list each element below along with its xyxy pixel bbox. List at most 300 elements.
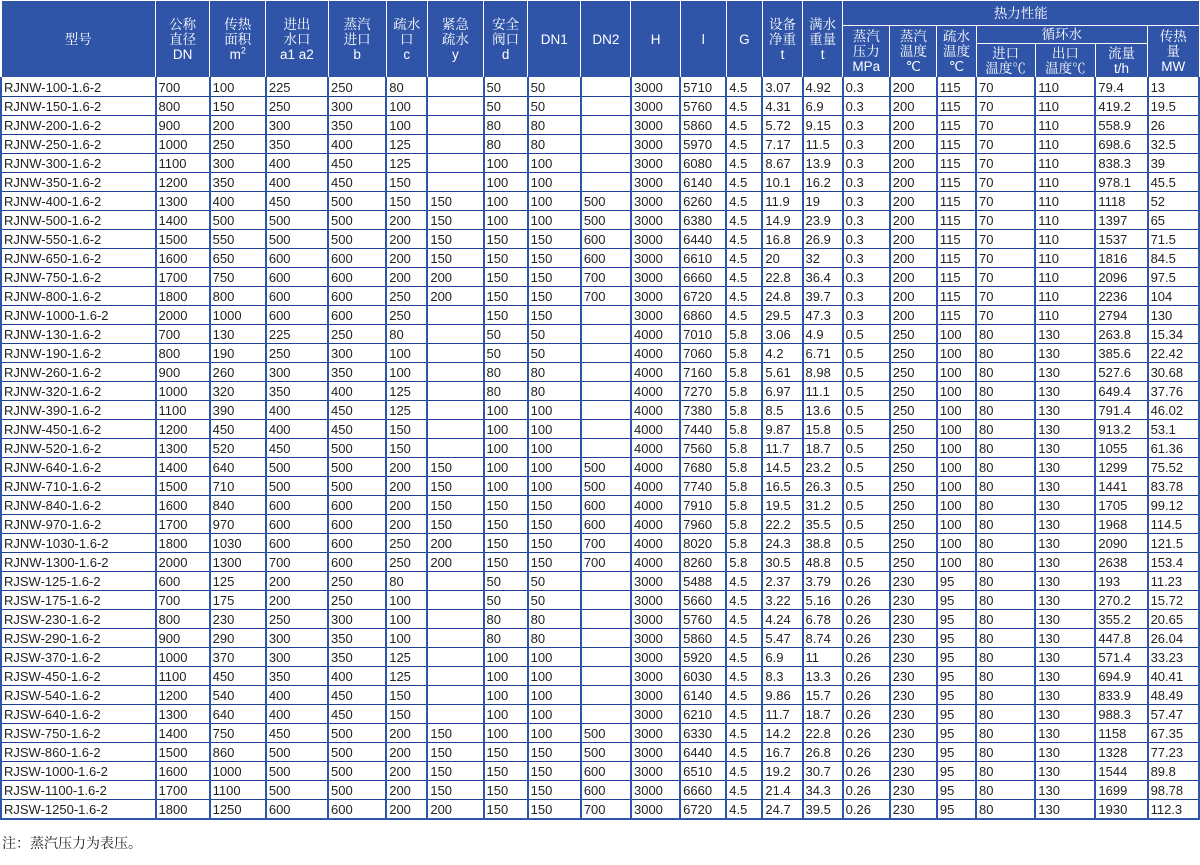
header-dn: 公称 直径 DN — [156, 1, 210, 78]
table-cell: 1055 — [1095, 439, 1147, 458]
table-cell: 200 — [386, 800, 427, 820]
table-cell: 19.2 — [762, 762, 802, 781]
table-cell: 4.5 — [726, 610, 762, 629]
table-cell — [581, 439, 631, 458]
table-cell: 2096 — [1095, 268, 1147, 287]
table-cell: 200 — [266, 591, 328, 610]
table-cell: 80 — [976, 515, 1035, 534]
table-cell: 5.8 — [726, 496, 762, 515]
table-cell — [581, 420, 631, 439]
table-cell: 250 — [328, 325, 386, 344]
table-cell: RJSW-540-1.6-2 — [1, 686, 156, 705]
table-cell: 110 — [1035, 116, 1095, 135]
table-cell: 6440 — [680, 230, 726, 249]
table-cell: 4000 — [631, 439, 680, 458]
table-cell: 150 — [386, 192, 427, 211]
table-cell: 1800 — [156, 534, 210, 553]
table-cell: 4.5 — [726, 762, 762, 781]
table-cell: 1500 — [156, 743, 210, 762]
table-cell: 32 — [803, 249, 843, 268]
table-cell: 150 — [427, 211, 483, 230]
table-cell: 5.8 — [726, 477, 762, 496]
table-cell: 250 — [386, 553, 427, 572]
table-cell: 250 — [328, 78, 386, 97]
header-flow: 流量 t/h — [1095, 44, 1147, 78]
table-cell: 130 — [1035, 610, 1095, 629]
table-cell: 1441 — [1095, 477, 1147, 496]
table-cell: 600 — [581, 230, 631, 249]
table-cell: 5.61 — [762, 363, 802, 382]
table-cell: 1700 — [156, 268, 210, 287]
table-cell: 4.5 — [726, 97, 762, 116]
header-steam-in: 蒸汽 进口 b — [328, 1, 386, 78]
table-cell: 100 — [528, 724, 581, 743]
table-cell: 1699 — [1095, 781, 1147, 800]
table-cell: 22.42 — [1148, 344, 1199, 363]
table-cell: 230 — [890, 572, 937, 591]
table-cell: 5.72 — [762, 116, 802, 135]
table-cell: 0.3 — [843, 306, 890, 325]
table-cell: 250 — [890, 401, 937, 420]
table-cell: 80 — [484, 116, 528, 135]
table-cell: 300 — [266, 363, 328, 382]
table-cell: 18.7 — [803, 439, 843, 458]
table-cell: RJNW-750-1.6-2 — [1, 268, 156, 287]
table-cell: 1400 — [156, 211, 210, 230]
table-cell: 130 — [1035, 667, 1095, 686]
table-cell: 1500 — [156, 477, 210, 496]
table-cell: 400 — [266, 154, 328, 173]
table-cell: 5.8 — [726, 363, 762, 382]
table-cell: 600 — [581, 496, 631, 515]
table-cell: 700 — [156, 591, 210, 610]
table-cell: 4.5 — [726, 192, 762, 211]
table-cell: 4.5 — [726, 211, 762, 230]
table-cell: 100 — [484, 458, 528, 477]
table-cell: 700 — [581, 553, 631, 572]
table-cell: 2638 — [1095, 553, 1147, 572]
table-cell: 26.8 — [803, 743, 843, 762]
table-cell: 700 — [266, 553, 328, 572]
table-row — [1, 249, 1199, 268]
header-steam-temp: 蒸汽 温度 ℃ — [890, 26, 937, 78]
table-cell: 3000 — [631, 724, 680, 743]
table-cell: 7060 — [680, 344, 726, 363]
table-cell: 150 — [484, 762, 528, 781]
table-cell: 270.2 — [1095, 591, 1147, 610]
table-cell: 0.5 — [843, 477, 890, 496]
table-cell: 1700 — [156, 515, 210, 534]
table-cell: 190 — [210, 344, 266, 363]
table-cell: 80 — [976, 686, 1035, 705]
table-cell: 4000 — [631, 420, 680, 439]
table-cell: 913.2 — [1095, 420, 1147, 439]
table-cell: 100 — [937, 420, 976, 439]
table-cell: 230 — [890, 648, 937, 667]
table-cell: 0.3 — [843, 97, 890, 116]
table-cell: 16.7 — [762, 743, 802, 762]
table-cell: 0.5 — [843, 458, 890, 477]
table-cell: 70 — [976, 154, 1035, 173]
table-cell: 300 — [328, 344, 386, 363]
table-cell: 600 — [266, 800, 328, 820]
table-cell: 400 — [328, 667, 386, 686]
table-cell: 80 — [484, 610, 528, 629]
table-cell: 1968 — [1095, 515, 1147, 534]
table-cell: 100 — [484, 154, 528, 173]
table-cell: 4000 — [631, 458, 680, 477]
table-cell: 3000 — [631, 97, 680, 116]
header-net-weight: 设备 净重 t — [762, 1, 802, 78]
table-header — [1, 1, 1199, 78]
table-cell: 400 — [328, 135, 386, 154]
table-cell: 13.6 — [803, 401, 843, 420]
table-cell: 200 — [890, 116, 937, 135]
table-row — [1, 743, 1199, 762]
table-cell: 200 — [890, 192, 937, 211]
table-cell: 6860 — [680, 306, 726, 325]
table-cell: 110 — [1035, 306, 1095, 325]
table-cell: 20 — [762, 249, 802, 268]
table-cell — [581, 382, 631, 401]
table-cell: 150 — [427, 458, 483, 477]
table-cell: 150 — [528, 800, 581, 820]
table-cell: 1930 — [1095, 800, 1147, 820]
table-cell: 1400 — [156, 458, 210, 477]
table-cell: 110 — [1035, 211, 1095, 230]
table-row — [1, 287, 1199, 306]
table-cell: 698.6 — [1095, 135, 1147, 154]
table-cell: 0.3 — [843, 268, 890, 287]
table-cell: 230 — [890, 610, 937, 629]
table-cell: 150 — [210, 97, 266, 116]
table-cell: 4.5 — [726, 230, 762, 249]
table-cell: 150 — [427, 192, 483, 211]
table-cell: 100 — [484, 420, 528, 439]
table-cell: 800 — [156, 344, 210, 363]
table-cell: 150 — [427, 515, 483, 534]
table-cell: 80 — [976, 382, 1035, 401]
table-cell: 400 — [266, 705, 328, 724]
table-cell: 250 — [890, 515, 937, 534]
table-cell: 95 — [937, 743, 976, 762]
table-cell: 250 — [210, 135, 266, 154]
table-cell: 5970 — [680, 135, 726, 154]
table-cell: 7160 — [680, 363, 726, 382]
table-cell: 2794 — [1095, 306, 1147, 325]
table-row — [1, 401, 1199, 420]
table-row — [1, 344, 1199, 363]
table-cell: 0.5 — [843, 363, 890, 382]
table-cell: 700 — [581, 800, 631, 820]
table-cell: 1250 — [210, 800, 266, 820]
table-cell: 125 — [386, 154, 427, 173]
table-cell: 3000 — [631, 192, 680, 211]
header-g: G — [726, 1, 762, 78]
table-cell: 600 — [266, 268, 328, 287]
table-cell: 4000 — [631, 515, 680, 534]
table-cell: 80 — [976, 534, 1035, 553]
table-cell: 150 — [484, 534, 528, 553]
header-safety: 安全 阀口 d — [484, 1, 528, 78]
table-cell: 95 — [937, 667, 976, 686]
table-cell: 3000 — [631, 154, 680, 173]
table-cell: 1600 — [156, 496, 210, 515]
table-cell: 3000 — [631, 572, 680, 591]
table-cell: 500 — [328, 211, 386, 230]
table-cell: 700 — [156, 325, 210, 344]
table-cell: 3000 — [631, 800, 680, 820]
table-cell: 250 — [890, 534, 937, 553]
table-cell: 150 — [484, 496, 528, 515]
header-model: 型号 — [1, 1, 156, 78]
table-cell: 80 — [976, 591, 1035, 610]
table-cell: 4.5 — [726, 572, 762, 591]
table-cell: 1328 — [1095, 743, 1147, 762]
table-cell: 95 — [937, 705, 976, 724]
table-cell: 3000 — [631, 135, 680, 154]
table-cell: 95 — [937, 610, 976, 629]
table-cell: 200 — [386, 743, 427, 762]
table-cell: 100 — [484, 192, 528, 211]
table-cell: 450 — [328, 173, 386, 192]
table-cell: 600 — [328, 534, 386, 553]
table-cell: 4.5 — [726, 800, 762, 820]
table-cell: 838.3 — [1095, 154, 1147, 173]
table-cell: 6330 — [680, 724, 726, 743]
table-cell: 900 — [156, 116, 210, 135]
table-cell: 130 — [1148, 306, 1199, 325]
table-cell: RJNW-350-1.6-2 — [1, 173, 156, 192]
table-cell: 0.26 — [843, 686, 890, 705]
table-cell: 600 — [266, 515, 328, 534]
table-cell — [581, 610, 631, 629]
table-cell: 70 — [976, 287, 1035, 306]
table-cell: 19.5 — [762, 496, 802, 515]
table-cell: 150 — [484, 781, 528, 800]
table-cell: 125 — [210, 572, 266, 591]
table-cell: 200 — [386, 458, 427, 477]
table-cell: 100 — [937, 477, 976, 496]
table-cell: 100 — [484, 211, 528, 230]
table-row — [1, 306, 1199, 325]
table-cell: 100 — [484, 648, 528, 667]
header-outlet-temp: 出口 温度℃ — [1035, 44, 1095, 78]
table-cell: 400 — [266, 173, 328, 192]
table-cell: 100 — [528, 192, 581, 211]
table-cell: 3000 — [631, 686, 680, 705]
table-cell: 1000 — [156, 648, 210, 667]
table-cell: 110 — [1035, 154, 1095, 173]
table-cell: 4.24 — [762, 610, 802, 629]
table-cell: 600 — [328, 800, 386, 820]
table-cell: 4.5 — [726, 591, 762, 610]
table-cell: 4000 — [631, 496, 680, 515]
table-cell: 300 — [210, 154, 266, 173]
table-cell: 0.26 — [843, 724, 890, 743]
table-cell: 700 — [156, 78, 210, 97]
table-cell: 3000 — [631, 705, 680, 724]
table-cell: 450 — [266, 724, 328, 743]
table-cell: 0.26 — [843, 705, 890, 724]
table-cell: 150 — [528, 534, 581, 553]
table-cell: 65 — [1148, 211, 1199, 230]
table-cell: 150 — [528, 268, 581, 287]
table-cell: 8.3 — [762, 667, 802, 686]
table-cell: 700 — [581, 287, 631, 306]
table-cell: 800 — [156, 610, 210, 629]
table-cell: 6720 — [680, 800, 726, 820]
table-cell: 80 — [976, 420, 1035, 439]
table-cell: 7740 — [680, 477, 726, 496]
header-drain: 疏水 口 c — [386, 1, 427, 78]
table-cell: 50 — [528, 344, 581, 363]
table-cell — [581, 154, 631, 173]
table-cell: 130 — [1035, 401, 1095, 420]
table-cell: RJNW-300-1.6-2 — [1, 154, 156, 173]
table-cell: 1537 — [1095, 230, 1147, 249]
table-row — [1, 268, 1199, 287]
table-cell: 26 — [1148, 116, 1199, 135]
table-cell: 52 — [1148, 192, 1199, 211]
table-cell: 1300 — [156, 192, 210, 211]
table-cell: 500 — [328, 439, 386, 458]
table-cell: 39.7 — [803, 287, 843, 306]
table-cell: 600 — [156, 572, 210, 591]
table-cell: 571.4 — [1095, 648, 1147, 667]
table-cell: 3000 — [631, 249, 680, 268]
table-cell: 100 — [484, 477, 528, 496]
table-cell: 250 — [890, 439, 937, 458]
table-cell: 450 — [266, 439, 328, 458]
table-cell: 750 — [210, 724, 266, 743]
table-cell: 8020 — [680, 534, 726, 553]
table-cell: 80 — [528, 116, 581, 135]
table-cell: 1400 — [156, 724, 210, 743]
table-cell: 4000 — [631, 344, 680, 363]
table-cell: 4000 — [631, 401, 680, 420]
table-cell: 320 — [210, 382, 266, 401]
table-cell: 80 — [976, 724, 1035, 743]
table-cell: 11.9 — [762, 192, 802, 211]
table-cell: 130 — [1035, 686, 1095, 705]
table-cell: 0.3 — [843, 287, 890, 306]
table-cell: 115 — [937, 249, 976, 268]
table-cell: 640 — [210, 705, 266, 724]
table-cell: 150 — [427, 762, 483, 781]
table-cell: 70 — [976, 211, 1035, 230]
table-cell — [427, 116, 483, 135]
table-cell: 1100 — [210, 781, 266, 800]
table-cell: 100 — [937, 401, 976, 420]
table-cell: 4000 — [631, 534, 680, 553]
table-cell: 200 — [890, 211, 937, 230]
table-cell: 6440 — [680, 743, 726, 762]
table-cell: 4.5 — [726, 667, 762, 686]
table-row — [1, 154, 1199, 173]
table-cell: 500 — [210, 211, 266, 230]
table-cell: 500 — [266, 211, 328, 230]
table-cell: 150 — [427, 477, 483, 496]
table-cell: 70 — [976, 116, 1035, 135]
table-cell: 6.78 — [803, 610, 843, 629]
table-cell: 100 — [528, 439, 581, 458]
table-cell: 80 — [976, 781, 1035, 800]
table-cell: 500 — [266, 458, 328, 477]
table-cell: 6.71 — [803, 344, 843, 363]
table-cell: 5710 — [680, 78, 726, 97]
table-cell: 70 — [976, 268, 1035, 287]
table-cell: 350 — [328, 116, 386, 135]
table-cell: 200 — [890, 230, 937, 249]
table-cell: 6260 — [680, 192, 726, 211]
table-cell: RJNW-320-1.6-2 — [1, 382, 156, 401]
table-row — [1, 496, 1199, 515]
table-cell: 80 — [386, 572, 427, 591]
table-cell: RJNW-200-1.6-2 — [1, 116, 156, 135]
table-cell: 130 — [1035, 800, 1095, 820]
table-cell: 14.9 — [762, 211, 802, 230]
table-cell — [427, 344, 483, 363]
table-cell: RJSW-370-1.6-2 — [1, 648, 156, 667]
table-cell: RJSW-1250-1.6-2 — [1, 800, 156, 820]
table-cell: 1300 — [210, 553, 266, 572]
table-cell: 95 — [937, 781, 976, 800]
table-cell: 114.5 — [1148, 515, 1199, 534]
table-cell: 8260 — [680, 553, 726, 572]
table-cell: 104 — [1148, 287, 1199, 306]
table-cell: 100 — [528, 477, 581, 496]
table-cell: 900 — [156, 629, 210, 648]
table-cell: 230 — [890, 591, 937, 610]
table-cell: 1300 — [156, 439, 210, 458]
table-cell: 11.5 — [803, 135, 843, 154]
table-cell: 5.8 — [726, 515, 762, 534]
table-cell: 500 — [328, 762, 386, 781]
table-cell — [581, 344, 631, 363]
header-circulating: 循环水 — [976, 26, 1148, 44]
table-cell: 900 — [156, 363, 210, 382]
table-cell: 250 — [890, 477, 937, 496]
table-cell: 0.26 — [843, 648, 890, 667]
table-cell: 100 — [528, 458, 581, 477]
table-cell: 70 — [976, 249, 1035, 268]
table-cell: 840 — [210, 496, 266, 515]
table-cell: 370 — [210, 648, 266, 667]
table-cell: 130 — [1035, 382, 1095, 401]
table-cell: 36.4 — [803, 268, 843, 287]
table-cell: 80 — [484, 629, 528, 648]
table-cell: 80 — [976, 800, 1035, 820]
table-cell: 230 — [890, 629, 937, 648]
table-cell: 0.26 — [843, 667, 890, 686]
table-cell: 4.5 — [726, 743, 762, 762]
table-cell: 130 — [1035, 629, 1095, 648]
table-cell: 800 — [156, 97, 210, 116]
table-cell: 600 — [328, 515, 386, 534]
table-cell: 110 — [1035, 268, 1095, 287]
table-cell: RJNW-150-1.6-2 — [1, 97, 156, 116]
table-cell: 15.7 — [803, 686, 843, 705]
table-cell: 0.26 — [843, 572, 890, 591]
table-cell: 150 — [484, 249, 528, 268]
table-cell — [427, 78, 483, 97]
table-cell — [427, 610, 483, 629]
table-cell: 80 — [976, 667, 1035, 686]
table-cell: 130 — [1035, 439, 1095, 458]
table-cell: 30.68 — [1148, 363, 1199, 382]
table-cell: 500 — [581, 724, 631, 743]
